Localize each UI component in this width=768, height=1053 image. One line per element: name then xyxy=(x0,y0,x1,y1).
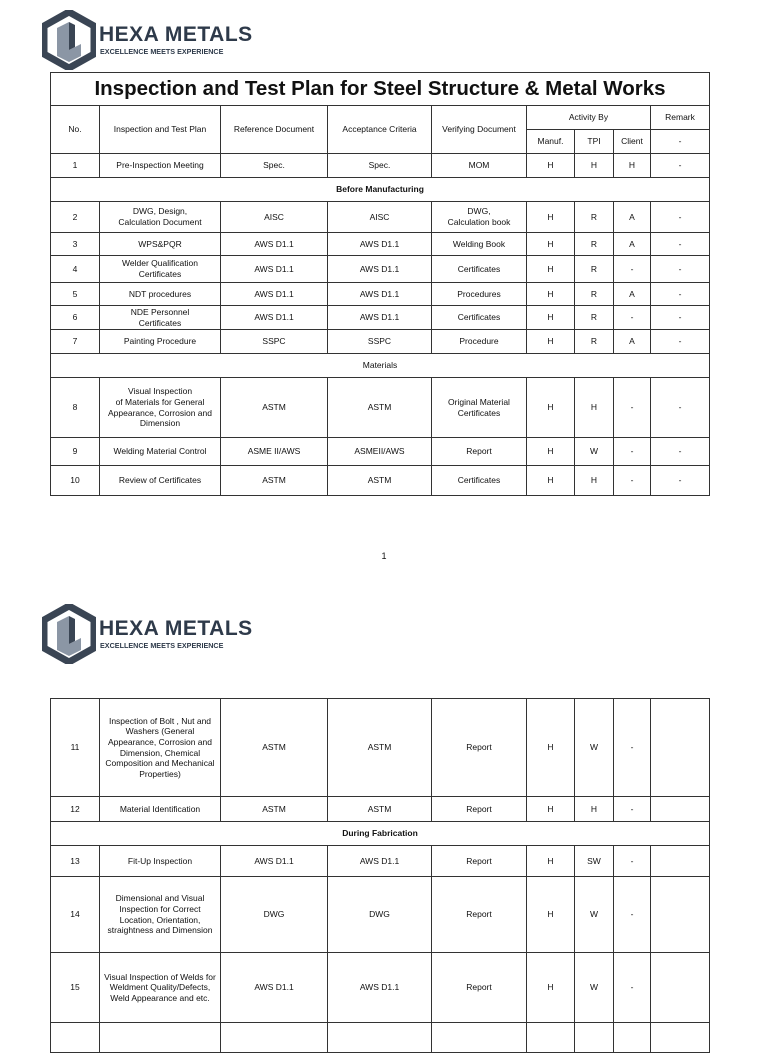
cell-no: 7 xyxy=(51,330,100,354)
cell-no: 10 xyxy=(51,466,100,496)
cell-manuf: H xyxy=(527,306,575,330)
cell-ref: Spec. xyxy=(221,154,328,178)
table-row xyxy=(51,1023,710,1053)
cell-tpi: W xyxy=(575,699,614,797)
cell-plan: NDT procedures xyxy=(100,283,221,306)
header-manuf: Manuf. xyxy=(527,130,575,154)
hexa-logo-icon xyxy=(42,604,96,664)
cell-ref: ASTM xyxy=(221,378,328,438)
cell-manuf: H xyxy=(527,256,575,283)
cell-tpi: R xyxy=(575,330,614,354)
cell-manuf xyxy=(527,1023,575,1053)
cell-ver: Report xyxy=(432,438,527,466)
cell-client: - xyxy=(614,846,651,877)
cell-no: 1 xyxy=(51,154,100,178)
cell-ref: AWS D1.1 xyxy=(221,283,328,306)
cell-remark xyxy=(651,699,710,797)
cell-tpi: H xyxy=(575,378,614,438)
brand-tagline: EXCELLENCE MEETS EXPERIENCE xyxy=(100,47,224,56)
cell-manuf: H xyxy=(527,846,575,877)
cell-ver: MOM xyxy=(432,154,527,178)
cell-plan: Pre-Inspection Meeting xyxy=(100,154,221,178)
cell-remark xyxy=(651,797,710,822)
table-row xyxy=(51,154,710,178)
cell-manuf: H xyxy=(527,438,575,466)
cell-ver: Welding Book xyxy=(432,233,527,256)
brand-name: HEXA METALS xyxy=(99,23,253,46)
cell-manuf: H xyxy=(527,877,575,953)
cell-no: 14 xyxy=(51,877,100,953)
cell-plan: WPS&PQR xyxy=(100,233,221,256)
cell-remark: - xyxy=(651,378,710,438)
cell-plan: Fit-Up Inspection xyxy=(100,846,221,877)
cell-manuf: H xyxy=(527,953,575,1023)
cell-plan: Painting Procedure xyxy=(100,330,221,354)
cell-tpi: H xyxy=(575,797,614,822)
cell-acc: AWS D1.1 xyxy=(328,256,432,283)
brand-name: HEXA METALS xyxy=(99,617,253,640)
cell-acc: SSPC xyxy=(328,330,432,354)
cell-tpi: R xyxy=(575,306,614,330)
cell-tpi: R xyxy=(575,233,614,256)
cell-plan: NDE Personnel Certificates xyxy=(100,306,221,330)
cell-remark xyxy=(651,953,710,1023)
table-row xyxy=(51,330,710,354)
cell-plan: DWG, Design, Calculation Document xyxy=(100,202,221,233)
cell-ref xyxy=(221,1023,328,1053)
cell-ver: Report xyxy=(432,846,527,877)
cell-ref: ASME II/AWS xyxy=(221,438,328,466)
table-row xyxy=(51,877,710,953)
header-remark-value: - xyxy=(651,130,710,154)
cell-ref: AWS D1.1 xyxy=(221,953,328,1023)
cell-client: - xyxy=(614,378,651,438)
cell-no: 4 xyxy=(51,256,100,283)
cell-acc: ASMEII/AWS xyxy=(328,438,432,466)
cell-client: - xyxy=(614,256,651,283)
cell-acc: Spec. xyxy=(328,154,432,178)
cell-no xyxy=(51,1023,100,1053)
cell-remark: - xyxy=(651,154,710,178)
cell-remark: - xyxy=(651,438,710,466)
header-verifying-document: Verifying Document xyxy=(432,106,527,154)
section-heading: Materials xyxy=(51,354,710,378)
cell-no: 13 xyxy=(51,846,100,877)
cell-plan: Dimensional and Visual Inspection for Correct Location, Orientation, straightness and Dimension xyxy=(100,877,221,953)
header-client: Client xyxy=(614,130,651,154)
cell-tpi xyxy=(575,1023,614,1053)
cell-client: A xyxy=(614,283,651,306)
cell-no: 15 xyxy=(51,953,100,1023)
cell-acc: ASTM xyxy=(328,378,432,438)
section-row xyxy=(51,354,710,378)
cell-ref: AWS D1.1 xyxy=(221,256,328,283)
cell-acc: AWS D1.1 xyxy=(328,233,432,256)
cell-client: A xyxy=(614,233,651,256)
table-row xyxy=(51,202,710,233)
header-no: No. xyxy=(51,106,100,154)
cell-ref: ASTM xyxy=(221,797,328,822)
cell-remark: - xyxy=(651,256,710,283)
cell-acc: AWS D1.1 xyxy=(328,306,432,330)
cell-manuf: H xyxy=(527,233,575,256)
cell-client: - xyxy=(614,797,651,822)
table-row xyxy=(51,378,710,438)
cell-no: 12 xyxy=(51,797,100,822)
header-remark: Remark xyxy=(651,106,710,130)
itp-table-page1 xyxy=(50,72,710,496)
cell-manuf: H xyxy=(527,330,575,354)
cell-remark: - xyxy=(651,233,710,256)
cell-plan xyxy=(100,1023,221,1053)
cell-manuf: H xyxy=(527,797,575,822)
cell-client: - xyxy=(614,466,651,496)
cell-client: - xyxy=(614,953,651,1023)
section-row xyxy=(51,822,710,846)
cell-manuf: H xyxy=(527,154,575,178)
cell-remark xyxy=(651,877,710,953)
cell-client: A xyxy=(614,330,651,354)
brand-tagline: EXCELLENCE MEETS EXPERIENCE xyxy=(100,641,224,650)
cell-ver: Report xyxy=(432,699,527,797)
cell-acc: AISC xyxy=(328,202,432,233)
cell-tpi: R xyxy=(575,283,614,306)
cell-client: A xyxy=(614,202,651,233)
cell-ver: Procedure xyxy=(432,330,527,354)
cell-no: 11 xyxy=(51,699,100,797)
cell-ref: SSPC xyxy=(221,330,328,354)
cell-plan: Welder Qualification Certificates xyxy=(100,256,221,283)
header-acceptance-criteria: Acceptance Criteria xyxy=(328,106,432,154)
cell-acc: AWS D1.1 xyxy=(328,953,432,1023)
cell-remark: - xyxy=(651,466,710,496)
cell-no: 3 xyxy=(51,233,100,256)
cell-remark: - xyxy=(651,330,710,354)
cell-no: 6 xyxy=(51,306,100,330)
cell-ver: Procedures xyxy=(432,283,527,306)
section-heading: Before Manufacturing xyxy=(51,178,710,202)
section-row xyxy=(51,178,710,202)
cell-client: H xyxy=(614,154,651,178)
cell-acc: ASTM xyxy=(328,699,432,797)
cell-plan: Visual Inspection of Materials for General Appearance, Corrosion and Dimension xyxy=(100,378,221,438)
table-row xyxy=(51,797,710,822)
cell-client: - xyxy=(614,306,651,330)
cell-client: - xyxy=(614,699,651,797)
table-row xyxy=(51,256,710,283)
cell-ver: Report xyxy=(432,797,527,822)
table-row xyxy=(51,438,710,466)
cell-ref: AISC xyxy=(221,202,328,233)
cell-tpi: R xyxy=(575,256,614,283)
cell-tpi: R xyxy=(575,202,614,233)
company-logo xyxy=(42,10,253,70)
cell-manuf: H xyxy=(527,466,575,496)
section-heading: During Fabrication xyxy=(51,822,710,846)
cell-acc xyxy=(328,1023,432,1053)
cell-manuf: H xyxy=(527,202,575,233)
cell-plan: Material Identification xyxy=(100,797,221,822)
cell-ref: AWS D1.1 xyxy=(221,846,328,877)
cell-ver: Original Material Certificates xyxy=(432,378,527,438)
cell-no: 9 xyxy=(51,438,100,466)
cell-no: 8 xyxy=(51,378,100,438)
cell-tpi: W xyxy=(575,877,614,953)
cell-acc: AWS D1.1 xyxy=(328,283,432,306)
cell-ver: Report xyxy=(432,877,527,953)
cell-tpi: SW xyxy=(575,846,614,877)
cell-client: - xyxy=(614,877,651,953)
cell-ver xyxy=(432,1023,527,1053)
cell-remark: - xyxy=(651,306,710,330)
cell-acc: AWS D1.1 xyxy=(328,846,432,877)
header-reference-document: Reference Document xyxy=(221,106,328,154)
cell-ver: Report xyxy=(432,953,527,1023)
cell-acc: ASTM xyxy=(328,466,432,496)
hexa-logo-icon xyxy=(42,10,96,70)
cell-plan: Inspection of Bolt , Nut and Washers (General Appearance, Corrosion and Dimension, Chemical Composition and Mechanical Properties) xyxy=(100,699,221,797)
cell-acc: ASTM xyxy=(328,797,432,822)
cell-manuf: H xyxy=(527,378,575,438)
cell-no: 2 xyxy=(51,202,100,233)
cell-plan: Welding Material Control xyxy=(100,438,221,466)
table-row xyxy=(51,699,710,797)
table-row xyxy=(51,233,710,256)
company-logo xyxy=(42,604,253,664)
cell-client xyxy=(614,1023,651,1053)
cell-ref: ASTM xyxy=(221,699,328,797)
cell-tpi: H xyxy=(575,466,614,496)
cell-manuf: H xyxy=(527,699,575,797)
table-row xyxy=(51,306,710,330)
table-row xyxy=(51,953,710,1023)
cell-acc: DWG xyxy=(328,877,432,953)
document-title: Inspection and Test Plan for Steel Structure & Metal Works xyxy=(51,73,710,106)
cell-ref: AWS D1.1 xyxy=(221,306,328,330)
cell-client: - xyxy=(614,438,651,466)
cell-ver: Certificates xyxy=(432,466,527,496)
table-row xyxy=(51,846,710,877)
cell-tpi: W xyxy=(575,438,614,466)
cell-tpi: W xyxy=(575,953,614,1023)
cell-ver: DWG, Calculation book xyxy=(432,202,527,233)
itp-table-page2 xyxy=(50,698,710,1053)
cell-tpi: H xyxy=(575,154,614,178)
cell-ref: DWG xyxy=(221,877,328,953)
cell-ver: Certificates xyxy=(432,306,527,330)
header-plan: Inspection and Test Plan xyxy=(100,106,221,154)
cell-plan: Visual Inspection of Welds for Weldment Quality/Defects, Weld Appearance and etc. xyxy=(100,953,221,1023)
cell-plan: Review of Certificates xyxy=(100,466,221,496)
page-number: 1 xyxy=(381,551,387,561)
cell-remark xyxy=(651,1023,710,1053)
table-row xyxy=(51,283,710,306)
cell-ref: AWS D1.1 xyxy=(221,233,328,256)
header-tpi: TPI xyxy=(575,130,614,154)
cell-remark xyxy=(651,846,710,877)
cell-manuf: H xyxy=(527,283,575,306)
cell-remark: - xyxy=(651,283,710,306)
cell-no: 5 xyxy=(51,283,100,306)
table-row xyxy=(51,466,710,496)
header-activity-by: Activity By xyxy=(527,106,651,130)
cell-remark: - xyxy=(651,202,710,233)
cell-ref: ASTM xyxy=(221,466,328,496)
cell-ver: Certificates xyxy=(432,256,527,283)
